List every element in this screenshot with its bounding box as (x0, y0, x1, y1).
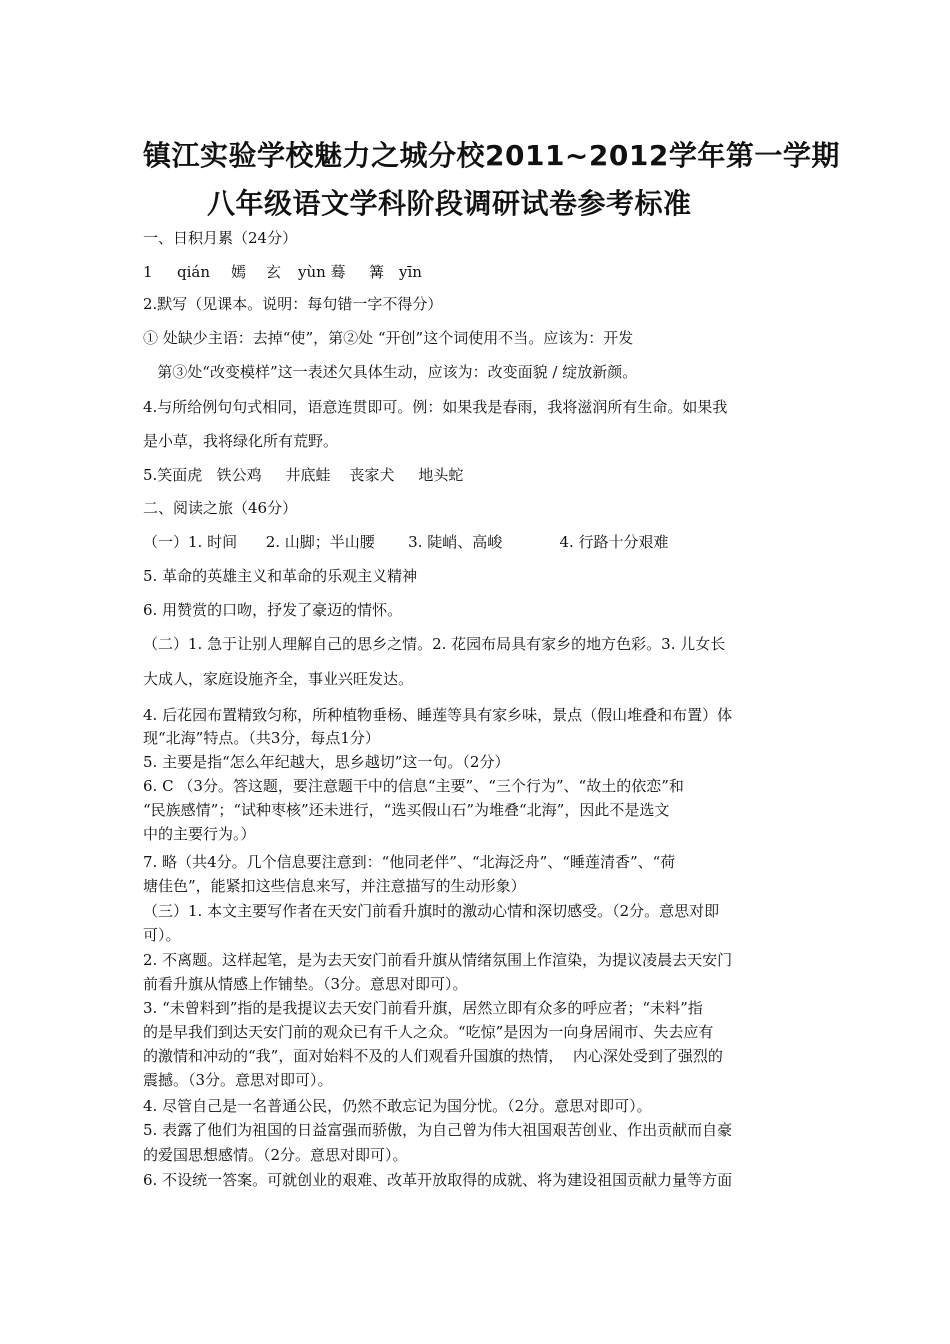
pinyin-item: 嫣 (231, 263, 247, 281)
answer-line: （一）1. 时间 2. 山脚；半山腰 3. 陡峭、高峻 4. 行路十分艰难 (143, 533, 669, 551)
pinyin-item: qián (177, 263, 211, 281)
answer-line: 大成人，家庭设施齐全，事业兴旺发达。 (143, 670, 414, 688)
answer-line: 的激情和冲动的“我”，面对始料不及的人们观看升国旗的热情， 内心深处受到了强烈的 (143, 1047, 723, 1065)
answer-line: 5. 革命的英雄主义和革命的乐观主义精神 (143, 567, 418, 585)
answer-line: 4. 后花园布置精致匀称，所种植物垂杨、睡莲等具有家乡味，景点（假山堆叠和布置）体 (143, 706, 733, 724)
pinyin-item: 玄 (266, 263, 282, 281)
answer-line: 前看升旗从情感上作铺垫。（3分。意思对即可）。 (143, 975, 468, 993)
pinyin-item: yīn (399, 263, 422, 281)
pinyin-item: 篝 (369, 263, 385, 281)
answer-line: 6. 用赞赏的口吻，抒发了豪迈的情怀。 (143, 601, 403, 619)
answer-line: 2.默写（见课本。说明：每句错一字不得分） (143, 295, 443, 313)
answer-line: 塘佳色”，能紧扣这些信息来写，并注意描写的生动形象） (143, 877, 526, 895)
answer-line: 7. 略（共4分。几个信息要注意到：“他同老伴”、“北海泛舟”、“睡莲清香”、“荷 (143, 853, 676, 871)
answer-line: 震撼。（3分。意思对即可）。 (143, 1071, 333, 1089)
answer-line: 6. C （3分。答这题，要注意题干中的信息“主要”、“三个行为”、“故土的依恋”和 (143, 777, 684, 795)
answer-line: 3. “未曾料到”指的是我提议去天安门前看升旗，居然立即有众多的呼应者；“未料”指 (143, 999, 703, 1017)
answer-line: 5. 表露了他们为祖国的日益富强而骄傲，为自己曾为伟大祖国艰苦创业、作出贡献而自豪 (143, 1121, 733, 1139)
answer-line: 6. 不设统一答案。可就创业的艰难、改革开放取得的成就、将为建设祖国贡献力量等方面 (143, 1171, 733, 1189)
answer-line: （三）1. 本文主要写作者在天安门前看升旗时的激动心情和深切感受。（2分。意思对即 (143, 902, 720, 920)
answer-line: 现“北海”特点。（共3分，每点1分） (143, 729, 380, 747)
section-heading: 二、阅读之旅（46分） (143, 499, 298, 517)
answer-line: 第③处“改变模样”这一表述欠具体生动，应该为：改变面貌 / 绽放新颜。 (143, 363, 638, 381)
answer-line: 4. 尽管自己是一名普通公民，仍然不敢忘记为国分忧。（2分。意思对即可）。 (143, 1097, 652, 1115)
answer-line: 4.与所给例句句式相同，语意连贯即可。例：如果我是春雨，我将滋润所有生命。如果我 (143, 398, 728, 416)
answer-line: 可）。 (143, 926, 181, 944)
answer-line: 的是早我们到达天安门前的观众已有千人之众。“吃惊”是因为一向身居闹市、失去应有 (143, 1023, 714, 1041)
answer-line: 5.笑面虎 铁公鸡 井底蛙 丧家犬 地头蛇 (143, 466, 464, 484)
answer-line: 5. 主要是指“怎么年纪越大，思乡越切”这一句。（2分） (143, 753, 510, 771)
pinyin-answer-row (143, 262, 422, 282)
pinyin-item: yùn 蓦 (298, 263, 346, 281)
answer-line: 是小草，我将绿化所有荒野。 (143, 432, 339, 450)
section-heading: 一、日积月累（24分） (143, 229, 298, 247)
answer-line: 中的主要行为。） (143, 825, 256, 843)
document-title-line1: 镇江实验学校魅力之城分校2011~2012学年第一学期 (143, 139, 840, 172)
pinyin-item: 1 (143, 263, 153, 281)
document-title-line2: 八年级语文学科阶段调研试卷参考标准 (207, 187, 692, 220)
answer-line: （二）1. 急于让别人理解自己的思乡之情。2. 花园布局具有家乡的地方色彩。3. 儿女长 (143, 635, 726, 653)
answer-line: “民族感情”；“试种枣核”还未进行，“选买假山石”为堆叠“北海”，因此不是选文 (143, 801, 670, 819)
answer-line: ① 处缺少主语：去掉“使”，第②处 “开创”这个词使用不当。应该为：开发 (143, 329, 634, 347)
answer-line: 2. 不离题。这样起笔，是为去天安门前看升旗从情绪氛围上作渲染，为提议凌晨去天安门 (143, 951, 733, 969)
answer-line: 的爱国思想感情。（2分。意思对即可）。 (143, 1146, 408, 1164)
